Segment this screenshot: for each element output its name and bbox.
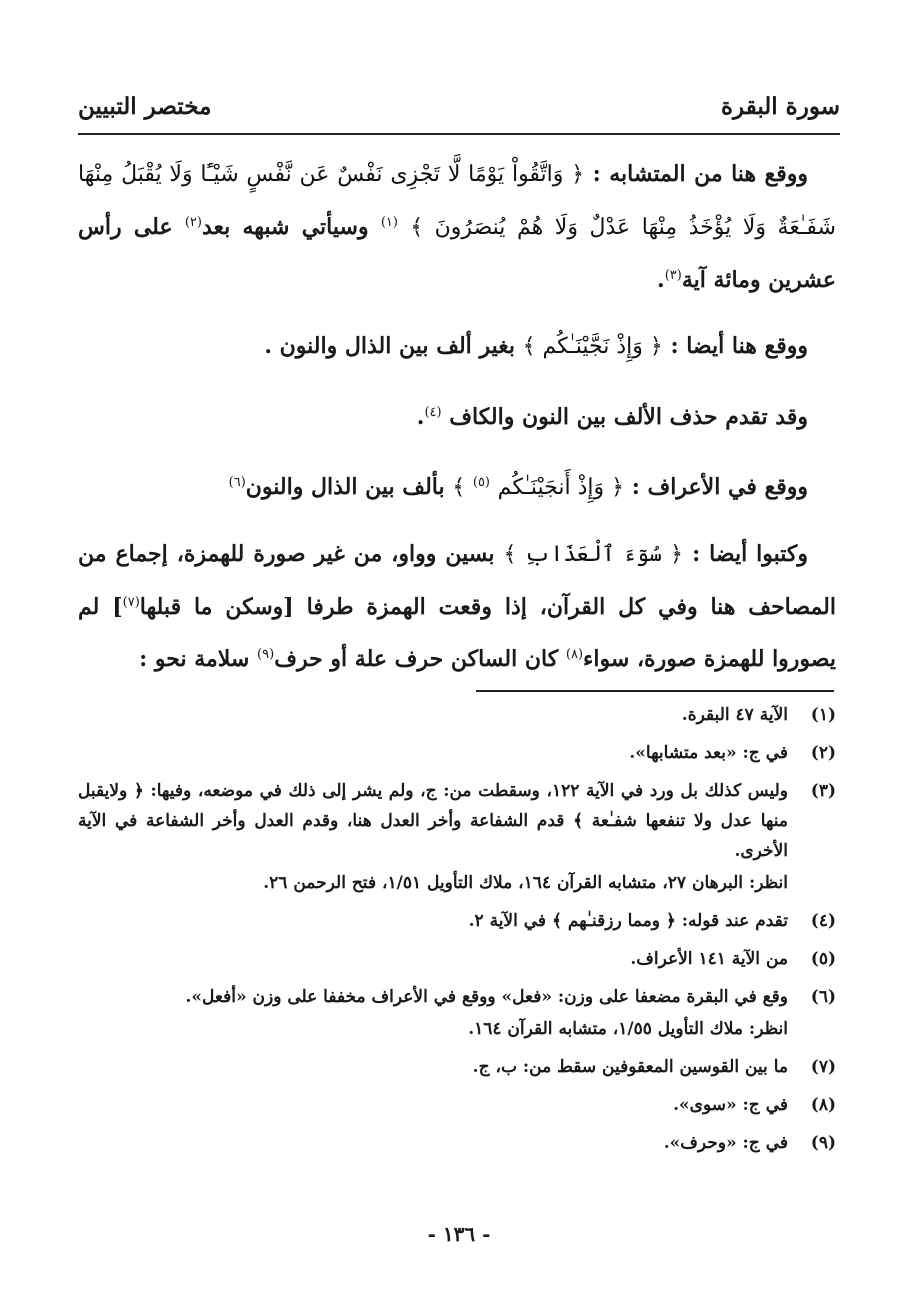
quran-quote: ﴿ وَاتَّقُواْ يَوْمًا لَّا تَجْزِى نَفْسٌ عَن نَّفْسٍ شَيْـًٔا وَلَا يُقْبَلُ مِنْهَا شَفَـٰعَةٌ وَلَا يُؤْخَذُ مِنْهَا عَدْلٌ وَلَا هُمْ يُنصَرُونَ ﴾ [78, 162, 836, 240]
footnote-ref: (٢) [184, 215, 202, 230]
footnote-text: في ج: «بعد متشابها». [629, 743, 788, 763]
footnote-ref: (٧) [122, 595, 140, 610]
footnote-number: (٥) [810, 949, 836, 969]
footnote-text: وقع في البقرة مضعفا على وزن: «فعل» ووقع في الأعراف مخففا على وزن «أفعل». [185, 987, 788, 1007]
text: بغير ألف بين الذال والنون . [264, 333, 515, 359]
quran-quote: ﴿ سُوٓءَ ٱلْعَذَابِ ﴾ [503, 542, 684, 567]
footnote-reference: انظر: ملاك التأويل ١/٥٥، متشابه القرآن ١٦٤. [468, 1019, 788, 1039]
footnote-number: (٩) [810, 1133, 836, 1153]
footnote-9 [78, 1128, 836, 1158]
footnote-ref: (٥) [472, 475, 490, 490]
surah-title: سورة البقرة [720, 92, 840, 120]
text: وكتبوا أيضا : [692, 541, 809, 567]
footnote-ref: (٤) [424, 405, 442, 420]
main-text [78, 150, 836, 701]
footnote-ref: (٦) [228, 475, 246, 490]
footnote-3 [78, 776, 836, 898]
footnote-number: (١) [810, 705, 836, 725]
footnote-4 [78, 906, 836, 936]
paragraph-1 [78, 150, 836, 304]
text: ] لم يصوروا للهمزة صورة، سواء [78, 594, 836, 672]
text: وسيأتي شبهه بعد [201, 214, 369, 240]
footnote-6 [78, 982, 836, 1044]
footnote-ref: (٣) [664, 268, 682, 283]
footnote-text: تقدم عند قوله: ﴿ ومما رزقنـٰهم ﴾ في الآية ٢. [468, 911, 788, 931]
footnote-1 [78, 700, 836, 730]
text: بألف بين الذال والنون [245, 474, 445, 500]
paragraph-3 [78, 389, 836, 441]
footnote-number: (٧) [810, 1057, 836, 1077]
header-rule [78, 133, 840, 135]
footnote-reference: انظر: البرهان ٢٧، متشابه القرآن ١٦٤، ملاك التأويل ١/٥١، فتح الرحمن ٢٦. [263, 873, 788, 893]
text: بسين وواو، من غير صورة للهمزة، إجماع من المصاحف هنا وفي كل القرآن، إذا وقعت الهمزة طرفا [وسكن ما قبلها [78, 541, 836, 620]
footnote-number: (٨) [810, 1095, 836, 1115]
footnote-number: (٢) [810, 743, 836, 763]
page-number: - ١٣٦ - [427, 1222, 491, 1246]
footnote-text: من الآية ١٤١ الأعراف. [630, 949, 788, 969]
footnote-ref: (٨) [565, 647, 584, 662]
text: ووقع هنا أيضا : [670, 333, 808, 359]
footnote-number: (٣) [810, 781, 836, 801]
running-header [78, 88, 840, 124]
text: كان الساكن حرف علة أو حرف [274, 646, 559, 672]
text: . [416, 404, 425, 430]
paragraph-4 [78, 459, 836, 512]
footnote-7 [78, 1052, 836, 1082]
paragraph-2 [78, 322, 836, 371]
text: ووقع في الأعراف : [631, 474, 808, 500]
footnote-5 [78, 944, 836, 974]
footnote-number: (٦) [810, 987, 836, 1007]
footnote-ref: (٩) [257, 647, 275, 662]
footnote-text: في ج: «وحرف». [663, 1133, 788, 1153]
text: وقد تقدم حذف الألف بين النون والكاف [449, 404, 808, 430]
book-title: مختصر التبيين [78, 92, 212, 120]
text: سلامة نحو : [139, 646, 250, 672]
text: على رأس عشرين ومائة آية [78, 214, 836, 293]
footnote-2 [78, 738, 836, 768]
footnote-text: الآية ٤٧ البقرة. [681, 705, 788, 725]
footnote-text: ما بين القوسين المعقوفين سقط من: ب، ج. [472, 1057, 788, 1077]
footnote-text: في ج: «سوى». [673, 1095, 788, 1115]
quran-quote: ﴿ وَإِذْ أَنجَيْنَـٰكُم [497, 475, 625, 500]
footnote-8 [78, 1090, 836, 1120]
quran-bracket: ﴾ [452, 475, 466, 500]
footnote-text: وليس كذلك بل ورد في الآية ١٢٢، وسقطت من: ج، ولم يشر إلى ذلك في موضعه، وفيها: ﴿ ولايقبل منها عدل ولا تنفعها شفـٰعة ﴾ قدم الشفاعة وأخر العدل هنا، وقدم العدل وأخر الشفاعة في الآية الأخرى. [78, 781, 788, 861]
footnote-separator [476, 690, 834, 692]
quran-quote: ﴿ وَإِذْ نَجَّيْنَـٰكُم ﴾ [522, 334, 663, 359]
text: ووقع هنا من المتشابه : [592, 161, 808, 187]
footnotes [78, 700, 836, 1166]
text: . [657, 267, 665, 293]
footnote-number: (٤) [810, 911, 836, 931]
footnote-ref: (١) [380, 215, 398, 230]
paragraph-5 [78, 530, 836, 683]
